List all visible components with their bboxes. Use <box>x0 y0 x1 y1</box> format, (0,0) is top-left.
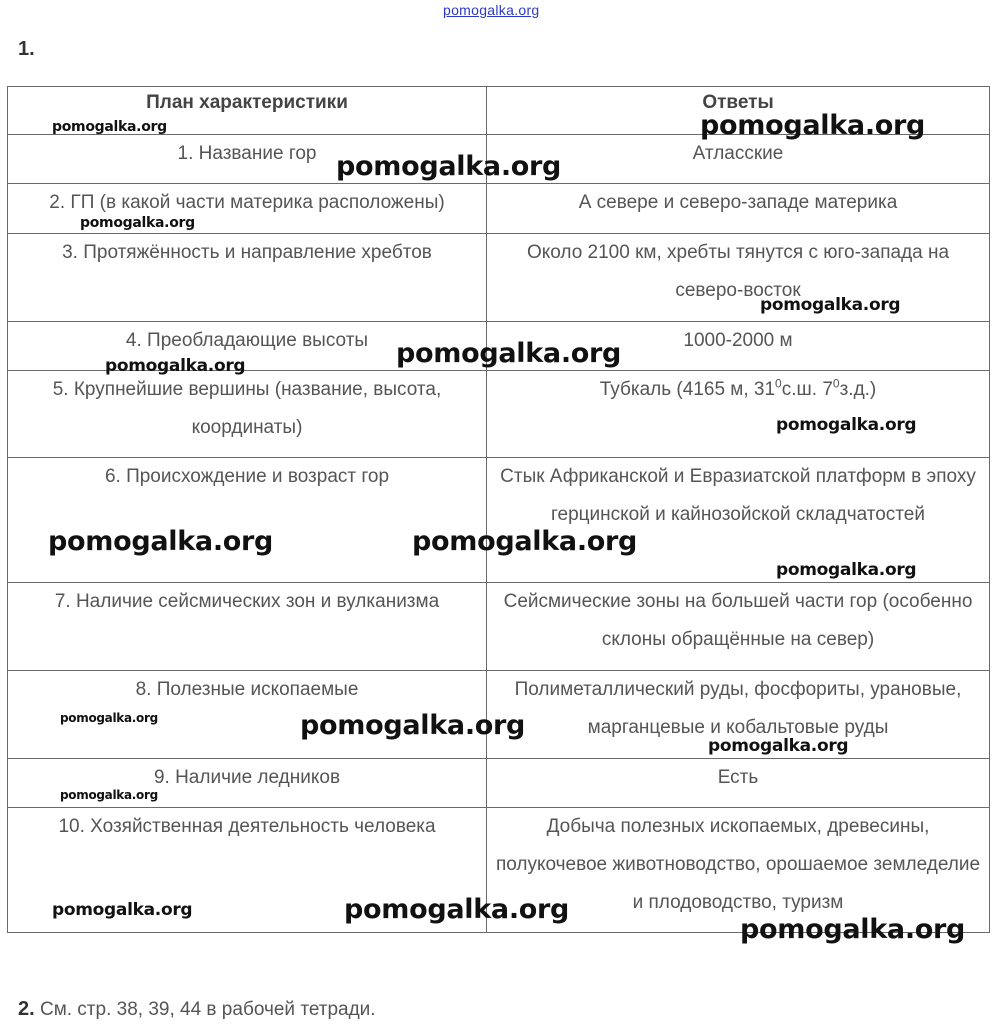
answer-text: Тубкаль (4165 м, 31 <box>599 379 776 400</box>
answer-cell: А севере и северо-западе материка <box>487 184 990 234</box>
watermark: pomogalka.org <box>48 526 274 557</box>
watermark: pomogalka.org <box>760 295 901 315</box>
plan-cell: 9. Наличие ледников <box>8 759 487 808</box>
task-2-text: См. стр. 38, 39, 44 в рабочей тетради. <box>39 999 376 1020</box>
plan-cell: 7. Наличие сейсмических зон и вулканизма <box>8 583 487 671</box>
watermark: pomogalka.org <box>740 914 966 945</box>
watermark: pomogalka.org <box>300 710 526 741</box>
plan-cell: 10. Хозяйственная деятельность человека <box>8 808 487 933</box>
watermark: pomogalka.org <box>396 338 622 369</box>
answer-cell: Стык Африканской и Евразиатской платформ в эпоху герцинской и кайнозойской складчатостей <box>487 458 990 583</box>
watermark: pomogalka.org <box>52 119 167 135</box>
watermark: pomogalka.org <box>336 151 562 182</box>
plan-cell: 6. Происхождение и возраст гор <box>8 458 487 583</box>
answer-cell: Добыча полезных ископаемых, древесины, полукочевое животноводство, орошаемое земледелие и плодоводство, туризм <box>487 808 990 933</box>
table-row <box>8 583 990 671</box>
header-plan: План характеристики <box>8 87 487 135</box>
watermark: pomogalka.org <box>105 356 246 376</box>
answer-cell: Около 2100 км, хребты тянутся с юго-запада на северо-восток <box>487 234 990 322</box>
watermark: pomogalka.org <box>708 736 849 756</box>
watermark: pomogalka.org <box>776 415 917 435</box>
watermark: pomogalka.org <box>80 215 195 231</box>
plan-cell: 4. Преобладающие высоты <box>8 322 487 371</box>
watermark: pomogalka.org <box>700 110 926 141</box>
watermark: pomogalka.org <box>776 560 917 580</box>
task-1-number: 1. <box>18 38 35 60</box>
watermark: pomogalka.org <box>344 894 570 925</box>
degree-superscript: 0 <box>832 376 840 391</box>
answer-cell: Полиметаллический руды, фосфориты, урановые, марганцевые и кобальтовые руды <box>487 671 990 759</box>
answer-text: з.д.) <box>839 379 877 400</box>
plan-cell: 2. ГП (в какой части материка расположены) <box>8 184 487 234</box>
answer-cell: Атласские <box>487 135 990 184</box>
answer-text: с.ш. 7 <box>781 379 833 400</box>
degree-superscript: 0 <box>775 376 782 391</box>
plan-cell: 8. Полезные ископаемые <box>8 671 487 759</box>
plan-cell: 3. Протяжённость и направление хребтов <box>8 234 487 322</box>
watermark: pomogalka.org <box>52 900 193 920</box>
answer-cell: 1000-2000 м <box>487 322 990 371</box>
header-answers: Ответы <box>487 87 990 135</box>
answer-cell: Сейсмические зоны на большей части гор (особенно склоны обращённые на север) <box>487 583 990 671</box>
plan-cell: 1. Название гор <box>8 135 487 184</box>
plan-cell: 5. Крупнейшие вершины (название, высота, координаты) <box>8 371 487 458</box>
answer-cell <box>487 371 990 458</box>
watermark: pomogalka.org <box>412 526 638 557</box>
characteristics-table <box>7 86 990 933</box>
task-2-number: 2. <box>18 998 35 1020</box>
table-row <box>8 371 990 458</box>
watermark: pomogalka.org <box>60 711 158 725</box>
answer-cell: Есть <box>487 759 990 808</box>
watermark: pomogalka.org <box>60 788 158 802</box>
task-2 <box>18 998 376 1021</box>
site-link[interactable]: pomogalka.org <box>443 2 540 18</box>
